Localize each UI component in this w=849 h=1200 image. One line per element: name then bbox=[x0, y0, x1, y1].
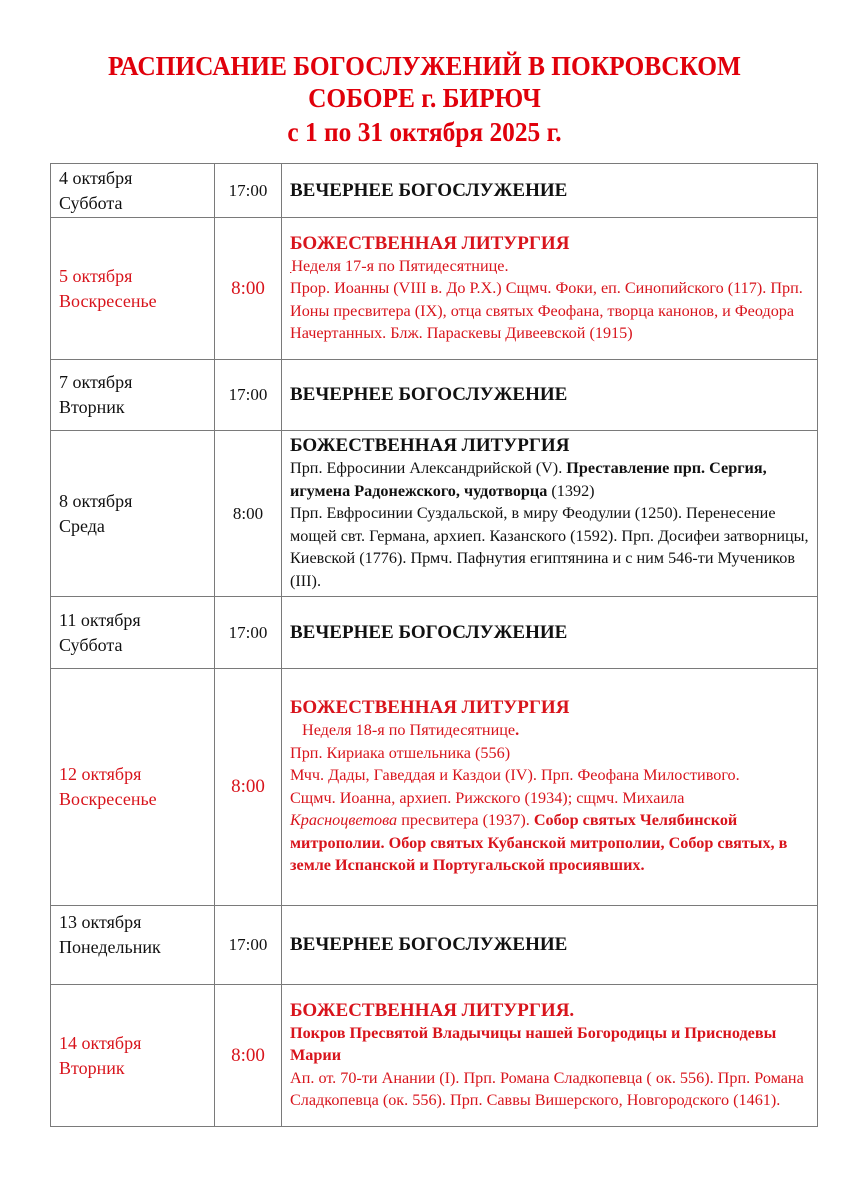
date: 7 октября bbox=[59, 372, 133, 392]
saints-text-year: (1392) bbox=[551, 481, 595, 500]
table-row bbox=[51, 164, 818, 218]
sunday-note-text: Неделя 18-я по Пятидесятнице bbox=[302, 721, 516, 740]
service-cell: ВЕЧЕРНЕЕ БОГОСЛУЖЕНИЕ bbox=[282, 597, 818, 669]
table-row bbox=[51, 985, 818, 1127]
table-row bbox=[51, 431, 818, 597]
date: 4 октября bbox=[59, 167, 133, 188]
saints-text: Прор. Иоанны (VIII в. До Р.Х.) Сщмч. Фоки, еп. Синопийского (117). Прп. Ионы пресвитера (IX), отца святых Феофана, творца канонов, и Феодора Начертанных. Блж. Параскевы Дивеевской (1915) bbox=[290, 279, 803, 342]
date-cell bbox=[51, 597, 215, 669]
service-cell bbox=[282, 669, 818, 906]
time-cell: 17:00 bbox=[215, 597, 282, 669]
page-title-line-1: РАСПИСАНИЕ БОГОСЛУЖЕНИЙ В ПОКРОВСКОМ bbox=[107, 51, 742, 81]
saints-line-1: Прп. Кириака отшельника (556) bbox=[290, 743, 511, 762]
date: 14 октября bbox=[59, 1032, 142, 1053]
date: 5 октября bbox=[59, 265, 133, 286]
service-title: БОЖЕСТВЕННАЯ ЛИТУРГИЯ bbox=[290, 435, 570, 456]
saints-synaxis-text: Собор святых Челябинской митрополии. Обор святых Кубанской митрополии, Собор святых, в земле Испанской и Португальской просиявших. bbox=[290, 811, 788, 875]
page-title-date-range: с 1 по 31 октября 2025 г. bbox=[287, 117, 562, 147]
date: 8 октября bbox=[59, 490, 133, 511]
saints-text-highlight: Преставление прп. Сергия, игумена Радонежского, чудотворца bbox=[290, 459, 767, 500]
time-cell: 8:00 bbox=[215, 669, 282, 906]
saints-line-2: Мчч. Дады, Гаведдая и Каздои (IV). Прп. Феофана Милостивого. bbox=[290, 766, 740, 785]
sunday-note bbox=[290, 255, 809, 278]
service-title: БОЖЕСТВЕННАЯ ЛИТУРГИЯ bbox=[290, 232, 570, 254]
time-cell: 8:00 bbox=[215, 431, 282, 597]
weekday: Среда bbox=[59, 515, 105, 536]
martyr-surname: Красноцветова bbox=[290, 811, 398, 830]
time-cell: 8:00 bbox=[215, 985, 282, 1127]
date-cell bbox=[51, 431, 215, 597]
schedule-table bbox=[50, 163, 818, 1127]
time-cell: 17:00 bbox=[215, 164, 282, 218]
saints-line-4 bbox=[290, 811, 787, 874]
sunday-note bbox=[290, 719, 809, 742]
weekday: Воскресенье bbox=[59, 789, 157, 809]
saints-line-4-text: пресвитера (1937). bbox=[397, 811, 534, 830]
saints-line-3: Сщмч. Иоанна, архиеп. Рижского (1934); сщмч. Михаила bbox=[290, 788, 685, 807]
weekday: Суббота bbox=[59, 192, 123, 213]
weekday: Суббота bbox=[59, 634, 123, 655]
service-title: БОЖЕСТВЕННАЯ ЛИТУРГИЯ. bbox=[290, 999, 575, 1021]
service-cell: ВЕЧЕРНЕЕ БОГОСЛУЖЕНИЕ bbox=[282, 360, 818, 431]
saints-text: Ап. от. 70-ти Анании (I). Прп. Романа Сладкопевца ( ок. 556). Прп. Романа Сладкопевца (ок. 556). Прп. Саввы Вишерского, Новгородского (1461). bbox=[290, 1068, 804, 1109]
time-cell: 17:00 bbox=[215, 906, 282, 985]
date: 12 октября bbox=[59, 764, 142, 784]
weekday: Понедельник bbox=[59, 937, 161, 957]
table-row bbox=[51, 360, 818, 431]
date-cell bbox=[51, 218, 215, 360]
feast-title: Покров Пресвятой Владычицы нашей Богородицы и Приснодевы Марии bbox=[290, 1023, 777, 1064]
date-cell bbox=[51, 985, 215, 1127]
weekday: Воскресенье bbox=[59, 290, 157, 311]
sunday-note-dot: . bbox=[515, 721, 520, 740]
table-row bbox=[51, 218, 818, 360]
service-cell bbox=[282, 985, 818, 1127]
table-row bbox=[51, 597, 818, 669]
service-title: БОЖЕСТВЕННАЯ ЛИТУРГИЯ bbox=[290, 697, 570, 719]
weekday: Вторник bbox=[59, 397, 125, 417]
time-cell: 17:00 bbox=[215, 360, 282, 431]
weekday: Вторник bbox=[59, 1057, 125, 1078]
saints-text-more: Прп. Евфросинии Суздальской, в миру Феодулии (1250). Перенесение мощей свт. Германа, архиеп. Казанского (1592). Прп. Досифеи затворницы, Киевской (1776). Прмч. Пафнутия египтянина и с ним 546-ти Мучеников (III). bbox=[290, 504, 809, 590]
sunday-note-text: Неделя 17-я по Пятидесятнице. bbox=[291, 256, 509, 275]
page-title-line-2: СОБОРЕ г. БИРЮЧ bbox=[308, 83, 541, 113]
date-cell bbox=[51, 669, 215, 906]
table-row bbox=[51, 669, 818, 906]
service-cell bbox=[282, 431, 818, 597]
service-cell: ВЕЧЕРНЕЕ БОГОСЛУЖЕНИЕ bbox=[282, 164, 818, 218]
date: 11 октября bbox=[59, 609, 141, 630]
date-cell bbox=[51, 360, 215, 431]
service-cell: ВЕЧЕРНЕЕ БОГОСЛУЖЕНИЕ bbox=[282, 906, 818, 985]
date-cell bbox=[51, 906, 215, 985]
table-row bbox=[51, 906, 818, 985]
date: 13 октября bbox=[59, 912, 142, 932]
date-cell bbox=[51, 164, 215, 218]
service-cell bbox=[282, 218, 818, 360]
saints-text-a: Прп. Ефросинии Александрийской (V). bbox=[290, 459, 563, 477]
time-cell: 8:00 bbox=[215, 218, 282, 360]
